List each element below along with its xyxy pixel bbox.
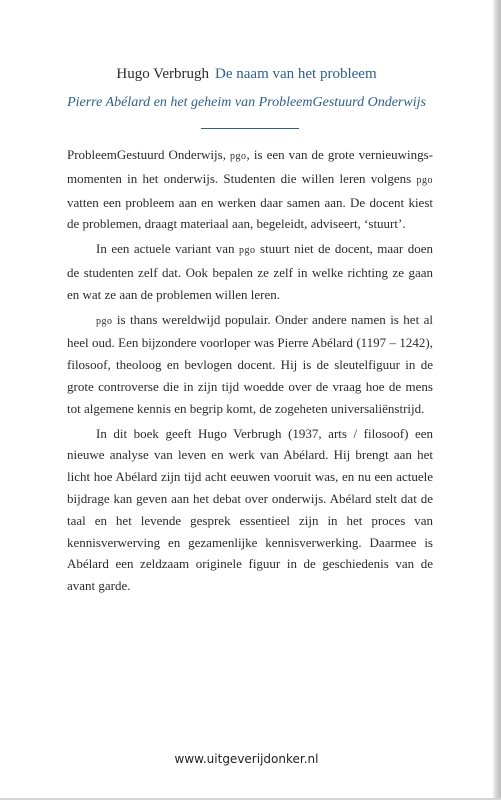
blurb-paragraph-3 <box>67 309 433 420</box>
book-title: De naam van het probleem <box>215 66 377 82</box>
blurb-paragraph-1 <box>67 144 433 235</box>
author-name: Hugo Verbrugh <box>116 66 210 82</box>
p2-text-c: stuurt niet de docent, maar doen de studenten zelf dat. Ook bepalen ze zelf in welke richting ze gaan en wat ze aan de problemen willen leren. <box>67 241 434 302</box>
p2-text-a: In een actuele variant van <box>96 241 240 257</box>
cover-header <box>0 66 493 83</box>
book-subtitle: Pierre Abélard en het geheim van ProbleemGestuurd Onderwijs <box>67 95 426 110</box>
blurb-text <box>67 144 433 600</box>
p1-abbrev-pgo-2: pgo <box>416 174 433 186</box>
p3-text-b: is thans wereldwijd populair. Onder andere namen is het al heel oud. Een bijzondere voorloper was Pierre Abélard (1197 – 1242), filosoof, theoloog en bevlogen docent. Hij is de sleutelfiguur in de grote controverse die in zijn tijd woedde over de vraag hoe de mens tot algemene kennis en begrip komt, de zogeheten universaliënstrijd. <box>67 311 433 416</box>
p1-text-e: vatten een probleem aan en werken daar samen aan. De docent kiest de problemen, draagt materiaal aan, begeleidt, adviseert, ‘stuurt’. <box>67 194 433 232</box>
p1-abbrev-pgo: pgo <box>230 151 247 162</box>
title-divider <box>201 128 299 129</box>
p2-abbrev-pgo: pgo <box>239 245 256 257</box>
blurb-paragraph-2 <box>67 238 433 305</box>
publisher-url[interactable]: www.uitgeverijdonker.nl <box>174 752 319 766</box>
p1-text-a: ProbleemGestuurd Onderwijs, <box>67 147 231 162</box>
p3-abbrev-pgo: pgo <box>96 315 113 327</box>
page-edge-shadow <box>493 0 501 800</box>
blurb-paragraph-4: In dit boek geeft Hugo Verbrugh (1937, arts / filosoof) een nieuwe analyse van leven en werk van Abélard. Hij brengt aan het licht hoe Abélard zijn tijd acht eeuwen vooruit was, en nu een actuele bijdrage kan geven aan het debat over onderwijs. Abélard stelt dat de taal en het levende gesprek essentieel zijn in het proces van kennisverwerving en gezamenlijke kennisverwerking. Daarmee is Abélard een zeldzaam originele figuur in de geschiedenis van de avant garde. <box>67 425 433 594</box>
p1-text-c: , is een van de grote vernieuwings-momenten in het onderwijs. Studenten die willen leren volgens <box>67 147 433 186</box>
